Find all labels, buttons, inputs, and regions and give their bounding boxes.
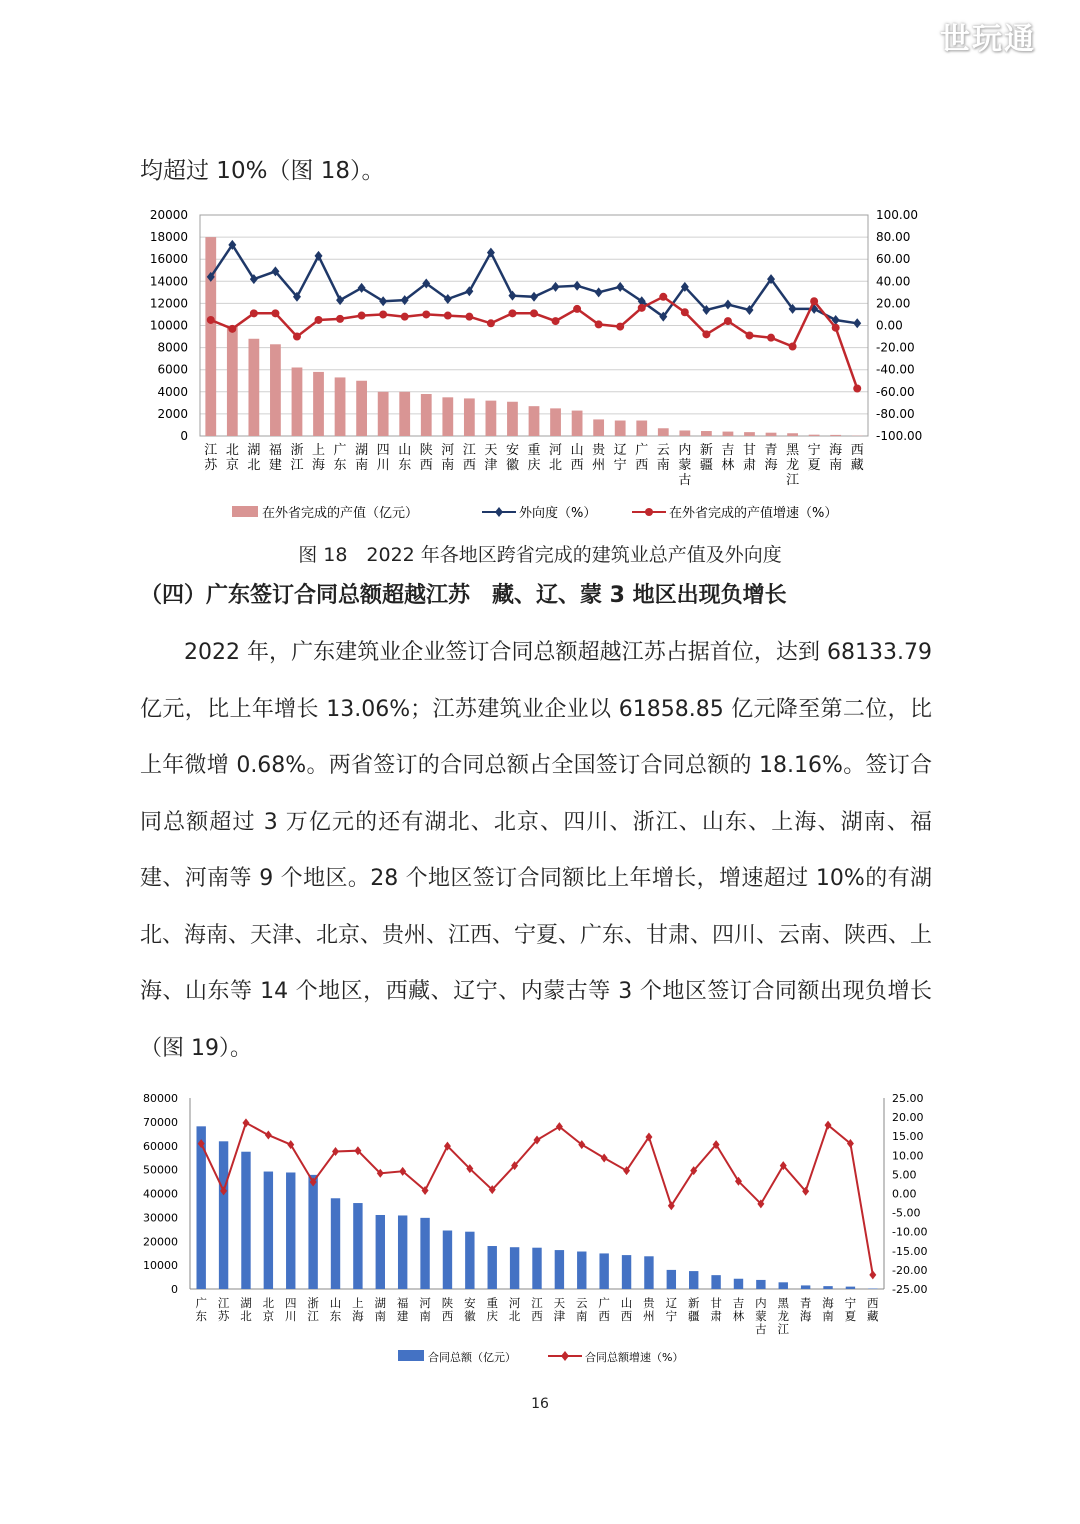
legend-swatch (561, 1351, 569, 1361)
category-label: 肃 (742, 458, 756, 473)
category-label: 河 (549, 443, 563, 458)
y-left-tick-label: 40000 (143, 1187, 178, 1201)
category-label: 西 (531, 1309, 543, 1323)
category-label: 广 (598, 1296, 610, 1310)
bar (723, 432, 734, 436)
bar (286, 1172, 295, 1289)
legend-label: 在外省完成的产值（亿元） (262, 506, 419, 521)
bar (292, 367, 303, 436)
y-right-tick-label: 0.00 (876, 318, 903, 333)
category-label: 京 (262, 1309, 275, 1323)
y-left-tick-label: 2000 (157, 406, 188, 421)
category-label: 湖 (355, 443, 369, 458)
category-label: 川 (284, 1309, 297, 1323)
category-label: 北 (225, 443, 239, 458)
y-left-tick-label: 30000 (143, 1211, 178, 1225)
category-label: 北 (240, 1309, 252, 1323)
category-label: 广 (333, 443, 347, 458)
bar (376, 1215, 385, 1289)
category-label: 宁 (807, 443, 821, 458)
category-label: 庆 (527, 458, 541, 473)
category-label: 北 (508, 1309, 521, 1323)
bar (421, 394, 432, 436)
category-label: 四 (284, 1296, 297, 1310)
category-label: 浙 (290, 443, 304, 458)
bar (701, 431, 712, 436)
category-label: 藏 (867, 1309, 879, 1323)
category-label: 广 (635, 443, 649, 458)
category-label: 河 (419, 1296, 431, 1310)
data-point (595, 287, 603, 297)
bar (756, 1280, 765, 1289)
category-label: 海 (764, 458, 778, 473)
bar (550, 408, 561, 436)
category-label: 东 (333, 458, 347, 473)
y-left-tick-label: 18000 (149, 230, 188, 245)
category-label: 南 (419, 1309, 431, 1323)
bar (356, 381, 367, 436)
category-label: 河 (508, 1296, 521, 1310)
bar (398, 1215, 407, 1289)
category-label: 江 (217, 1296, 230, 1310)
y-left-tick-label: 6000 (157, 362, 188, 377)
category-label: 江 (290, 458, 304, 473)
category-label: 新 (687, 1296, 700, 1310)
category-label: 江 (786, 473, 800, 488)
bar (399, 392, 410, 436)
category-label: 安 (464, 1296, 476, 1310)
bar (615, 421, 626, 436)
category-label: 西 (620, 1309, 633, 1323)
category-label: 山 (620, 1296, 633, 1310)
category-label: 北 (549, 458, 563, 473)
category-label: 贵 (643, 1296, 655, 1310)
y-left-tick-label: 20000 (143, 1235, 178, 1249)
category-label: 东 (329, 1309, 342, 1323)
data-point (552, 282, 560, 292)
bar (846, 1287, 855, 1289)
category-label: 上 (352, 1296, 364, 1310)
figure-18-caption: 图 18 2022 年各地区跨省完成的建筑业总产值及外向度 (298, 544, 782, 566)
category-label: 夏 (844, 1309, 857, 1323)
bar (622, 1255, 631, 1289)
data-point (379, 296, 387, 306)
bar (264, 1172, 273, 1289)
bar (532, 1248, 541, 1289)
data-point (724, 317, 732, 325)
category-label: 陕 (419, 443, 433, 458)
category-label: 安 (505, 443, 519, 458)
category-label: 建 (268, 458, 282, 473)
bar (529, 406, 540, 436)
category-label: 辽 (613, 443, 627, 458)
category-label: 山 (329, 1296, 342, 1310)
bar (667, 1270, 676, 1289)
category-label: 内 (755, 1296, 767, 1310)
category-label: 西 (598, 1309, 610, 1323)
category-label: 林 (732, 1309, 745, 1323)
y-right-tick-label: 60.00 (876, 252, 911, 267)
bar (507, 402, 518, 436)
y-left-tick-label: 80000 (143, 1092, 178, 1105)
data-point (638, 304, 646, 312)
bar (313, 372, 324, 436)
y-right-tick-label: 100.00 (876, 208, 918, 222)
data-point (869, 1270, 876, 1279)
category-label: 林 (721, 458, 735, 473)
y-right-tick-label: -15.00 (892, 1244, 928, 1258)
bar (219, 1141, 228, 1289)
category-label: 江 (204, 443, 218, 458)
bar (734, 1279, 743, 1289)
category-label: 湖 (374, 1296, 387, 1310)
y-left-tick-label: 70000 (143, 1115, 178, 1129)
category-label: 上 (312, 443, 326, 458)
data-point (336, 315, 344, 323)
category-label: 吉 (732, 1296, 745, 1310)
category-label: 津 (484, 458, 498, 473)
y-left-tick-label: 0 (171, 1283, 178, 1296)
y-left-tick-label: 10000 (149, 318, 188, 333)
bar (465, 1232, 474, 1289)
category-label: 宁 (665, 1309, 678, 1323)
category-label: 江 (307, 1309, 319, 1323)
category-label: 辽 (665, 1296, 678, 1310)
legend-swatch (645, 508, 653, 516)
bar (227, 327, 238, 436)
data-point (702, 330, 710, 338)
category-label: 南 (441, 458, 455, 473)
data-point (552, 317, 560, 325)
intro-line: 均超过 10%（图 18）。 (140, 158, 385, 184)
category-label: 湖 (240, 1296, 252, 1310)
category-label: 肃 (710, 1309, 722, 1323)
category-label: 龙 (786, 458, 800, 473)
category-label: 川 (376, 458, 390, 473)
data-point (228, 325, 236, 333)
bar (510, 1247, 519, 1289)
y-left-tick-label: 4000 (157, 384, 188, 399)
data-point (853, 384, 861, 392)
bar (442, 397, 453, 436)
category-label: 苏 (217, 1309, 230, 1323)
category-label: 山 (570, 443, 584, 458)
y-left-tick-label: 50000 (143, 1163, 178, 1177)
y-left-tick-label: 20000 (149, 208, 188, 222)
data-point (530, 292, 538, 302)
data-point (379, 310, 387, 318)
data-point (358, 283, 366, 293)
category-label: 浙 (307, 1296, 319, 1310)
category-label: 州 (592, 458, 606, 473)
bar (248, 339, 259, 436)
watermark: 世玩通 (940, 22, 1036, 57)
y-right-tick-label: 40.00 (876, 274, 911, 289)
data-point (767, 334, 775, 342)
bar (378, 392, 389, 436)
bar (801, 1285, 810, 1289)
bar (205, 237, 216, 436)
category-label: 海 (822, 1296, 834, 1310)
data-point (810, 297, 818, 305)
y-right-tick-label: 25.00 (892, 1092, 924, 1105)
y-right-tick-label: -10.00 (892, 1225, 928, 1239)
category-label: 青 (799, 1296, 812, 1310)
category-label: 徽 (464, 1309, 476, 1323)
category-label: 黑 (777, 1296, 790, 1310)
y-right-tick-label: -40.00 (876, 362, 915, 377)
data-point (401, 313, 409, 321)
y-right-tick-label: 0.00 (892, 1187, 917, 1201)
data-point (616, 282, 624, 292)
data-point (681, 308, 689, 316)
data-point (530, 309, 538, 317)
data-point (508, 309, 516, 317)
y-right-tick-label: 10.00 (892, 1149, 924, 1163)
category-label: 建 (396, 1309, 409, 1323)
category-label: 南 (374, 1309, 387, 1323)
category-label: 夏 (807, 458, 821, 473)
category-label: 龙 (777, 1309, 790, 1323)
bar (464, 398, 475, 436)
category-label: 西 (867, 1296, 879, 1310)
category-label: 南 (576, 1309, 588, 1323)
category-label: 南 (822, 1309, 834, 1323)
bar (766, 433, 777, 436)
legend-label: 合同总额增速（%） (585, 1351, 684, 1364)
data-point (465, 313, 473, 321)
category-label: 天 (484, 443, 498, 458)
category-label: 甘 (710, 1296, 722, 1310)
category-label: 北 (262, 1296, 275, 1310)
legend-swatch (232, 506, 258, 517)
category-label: 福 (268, 443, 282, 458)
data-point (250, 309, 258, 317)
bar (486, 401, 497, 436)
category-label: 陕 (441, 1296, 454, 1310)
category-label: 海 (312, 458, 326, 473)
data-point (358, 312, 366, 320)
y-left-tick-label: 0 (180, 429, 188, 443)
data-point (616, 323, 624, 331)
category-label: 西 (419, 458, 433, 473)
data-point (265, 1131, 272, 1140)
data-point (601, 1153, 608, 1162)
category-label: 云 (576, 1296, 588, 1310)
y-left-tick-label: 8000 (157, 340, 188, 355)
category-label: 西 (441, 1309, 454, 1323)
bar (555, 1250, 564, 1289)
bar (644, 1256, 653, 1289)
category-label: 南 (829, 458, 843, 473)
y-right-tick-label: -100.00 (876, 429, 923, 443)
category-label: 四 (376, 443, 390, 458)
y-left-tick-label: 14000 (149, 274, 188, 289)
y-right-tick-label: 80.00 (876, 230, 911, 245)
y-left-tick-label: 12000 (149, 296, 188, 311)
bar (679, 430, 690, 436)
section-title: （四）广东签订合同总额超越江苏 藏、辽、蒙 3 地区出现负增长 (140, 583, 787, 608)
data-point (207, 316, 215, 324)
bar (420, 1218, 429, 1289)
legend-label: 在外省完成的产值增速（%） (669, 506, 838, 521)
data-point (573, 305, 581, 313)
bar (593, 419, 604, 436)
data-point (487, 319, 495, 327)
data-point (595, 320, 603, 328)
category-label: 内 (678, 443, 692, 458)
category-label: 河 (441, 443, 455, 458)
category-label: 古 (755, 1322, 767, 1336)
data-point (573, 281, 581, 291)
category-label: 天 (553, 1296, 566, 1310)
y-right-tick-label: -5.00 (892, 1206, 921, 1220)
category-label: 东 (398, 458, 412, 473)
category-label: 南 (355, 458, 369, 473)
body-paragraph: 2022 年，广东建筑业企业签订合同总额超越江苏占据首位，达到 68133.79 亿元，比上年增长 13.06%；江苏建筑业企业以 61858.85 亿元降至第二位，比上年微增 0.68%。两省签订的合同总额占全国签订合同总额的 18.16%。签订合同总额超过 3 万亿元的还有湖北、北京、四川、浙江、山东、上海、湖南、福建、河南等 9 个地区。28 个地区签订合同额比上年增长，增速超过 10%的有湖北、海南、天津、北京、贵州、江西、宁夏、广东、甘肃、四川、云南、陕西、上海、山东等 14 个地区，西藏、辽宁、内蒙古等 3 个地区签订合同额出现负增长（图 19）。 (140, 640, 933, 1061)
y-right-tick-label: -60.00 (876, 384, 915, 399)
category-label: 吉 (721, 443, 735, 458)
category-label: 甘 (742, 443, 756, 458)
bar (711, 1275, 720, 1289)
category-label: 江 (462, 443, 476, 458)
category-label: 江 (531, 1296, 543, 1310)
category-label: 徽 (505, 458, 519, 473)
data-point (832, 324, 840, 332)
category-label: 贵 (592, 443, 606, 458)
y-left-tick-label: 60000 (143, 1139, 178, 1153)
bar (488, 1246, 497, 1289)
bar (636, 421, 647, 436)
category-label: 蒙 (678, 458, 692, 473)
category-label: 西 (570, 458, 584, 473)
y-left-tick-label: 10000 (143, 1259, 178, 1273)
category-label: 湖 (247, 443, 261, 458)
y-right-tick-label: -80.00 (876, 406, 915, 421)
bar (335, 377, 346, 436)
category-label: 山 (398, 443, 412, 458)
category-label: 东 (195, 1309, 207, 1323)
legend-label: 外向度（%） (519, 506, 597, 521)
y-right-tick-label: 15.00 (892, 1130, 924, 1144)
bar (353, 1203, 362, 1289)
y-right-tick-label: 5.00 (892, 1168, 917, 1182)
bar (308, 1175, 317, 1289)
category-label: 州 (643, 1309, 655, 1323)
category-label: 新 (699, 443, 713, 458)
bar (599, 1253, 608, 1289)
category-label: 庆 (486, 1309, 498, 1323)
category-label: 云 (656, 443, 670, 458)
bar (331, 1198, 340, 1289)
legend-swatch (495, 507, 503, 517)
category-label: 蒙 (755, 1309, 767, 1323)
category-label: 黑 (786, 443, 800, 458)
bar (658, 428, 669, 436)
category-label: 疆 (687, 1309, 700, 1323)
bar (779, 1282, 788, 1289)
y-left-tick-label: 16000 (149, 252, 188, 267)
category-label: 津 (553, 1309, 566, 1323)
data-point (315, 316, 323, 324)
y-right-tick-label: -20.00 (892, 1263, 928, 1277)
data-point (422, 310, 430, 318)
category-label: 西 (850, 443, 864, 458)
data-point (271, 309, 279, 317)
y-right-tick-label: -25.00 (892, 1283, 928, 1296)
data-point (789, 342, 797, 350)
bar (241, 1152, 250, 1289)
bar (572, 411, 583, 436)
category-label: 苏 (204, 458, 218, 473)
y-right-tick-label: 20.00 (892, 1111, 924, 1125)
category-label: 广 (195, 1296, 207, 1310)
bar (270, 344, 281, 436)
category-label: 古 (678, 473, 692, 488)
legend-label: 合同总额（亿元） (428, 1351, 516, 1364)
category-label: 北 (247, 458, 261, 473)
bar (823, 1286, 832, 1289)
y-right-tick-label: -20.00 (876, 340, 915, 355)
bar (689, 1271, 698, 1289)
data-point (242, 1118, 249, 1127)
data-point (444, 312, 452, 320)
category-label: 宁 (613, 458, 627, 473)
bar (744, 432, 755, 436)
category-label: 海 (829, 443, 843, 458)
data-point (659, 293, 667, 301)
data-point (745, 331, 753, 339)
category-label: 海 (799, 1309, 812, 1323)
figure-18-chart (0, 200, 1080, 530)
category-label: 江 (777, 1322, 790, 1336)
category-label: 南 (656, 458, 670, 473)
bar (787, 433, 798, 436)
category-label: 青 (764, 443, 778, 458)
category-label: 藏 (850, 458, 864, 473)
bar (577, 1252, 586, 1289)
category-label: 重 (486, 1296, 498, 1310)
category-label: 疆 (699, 458, 713, 473)
category-label: 京 (225, 458, 239, 473)
category-label: 福 (396, 1296, 409, 1310)
category-label: 重 (527, 443, 541, 458)
legend-swatch (398, 1350, 424, 1361)
category-label: 西 (462, 458, 476, 473)
bar (809, 435, 820, 436)
bar (830, 435, 841, 436)
figure-19-chart (0, 1085, 1080, 1375)
category-label: 海 (352, 1309, 364, 1323)
page-number: 16 (531, 1396, 549, 1412)
data-point (853, 318, 861, 328)
data-point (724, 300, 732, 310)
category-label: 宁 (844, 1296, 857, 1310)
category-label: 西 (635, 458, 649, 473)
y-right-tick-label: 20.00 (876, 296, 911, 311)
data-point (293, 333, 301, 341)
bar (443, 1231, 452, 1289)
